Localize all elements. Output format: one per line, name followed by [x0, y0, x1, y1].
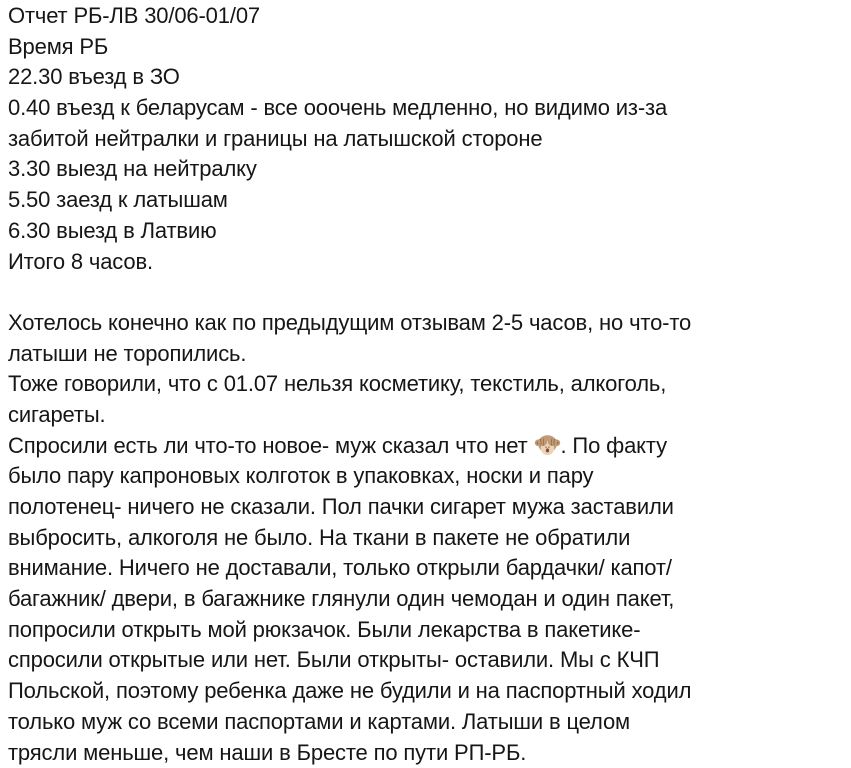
- text-line: полотенец- ничего не сказали. Пол пачки сигарет мужа заставили: [8, 494, 674, 519]
- text-line: Итого 8 часов.: [8, 248, 153, 274]
- text-line: внимание. Ничего не доставали, только открыли бардачки/ капот/: [8, 555, 672, 581]
- text-line: Хотелось конечно как по предыдущим отзывам 2-5 часов, но что-то: [8, 309, 692, 335]
- text-line: 0.40 въезд к беларусам - все ооочень медленно, но видимо из-за: [8, 95, 668, 121]
- text-line: Тоже говорили, что с 01.07 нельзя косметику, текстиль, алкоголь,: [8, 371, 667, 397]
- text-line: латыши не торопились.: [8, 340, 247, 366]
- text-line: забитой нейтралки и границы на латышской стороне: [8, 125, 543, 151]
- see-no-evil-monkey-emoji: [534, 432, 561, 458]
- text-line: было пару капроновых колготок в упаковках, носки и пару: [8, 463, 594, 489]
- text-line: выбросить, алкоголя не было. На ткани в пакете не обратили: [8, 524, 631, 550]
- text-line: 5.50 заезд к латышам: [8, 187, 228, 213]
- text-line: 22.30 въезд в ЗО: [8, 64, 180, 90]
- text-line: только муж со всеми паспортами и картами. Латыши в целом: [8, 708, 631, 734]
- text-line: багажник/ двери, в багажнике глянули один чемодан и один пакет,: [8, 586, 675, 612]
- blank-line: [8, 277, 847, 308]
- text-line: 6.30 выезд в Латвию: [8, 217, 217, 243]
- text-line: Время РБ: [8, 33, 109, 59]
- text-segment: Спросили есть ли что-то новое- муж сказал что нет: [8, 432, 534, 458]
- report-title: Отчет РБ-ЛВ 30/06-01/07: [8, 3, 260, 28]
- text-line: сигареты.: [8, 401, 106, 427]
- text-line: 3.30 выезд на нейтралку: [8, 156, 257, 182]
- text-segment: . По факту: [560, 432, 667, 458]
- text-line: спросили открытые или нет. Были открыты- оставили. Мы с КЧП: [8, 647, 660, 673]
- text-line: попросили открыть мой рюкзачок. Были лекарства в пакетике-: [8, 616, 641, 642]
- text-line: трясли меньше, чем наши в Бресте по пути РП-РБ.: [8, 739, 527, 765]
- text-line-with-emoji: [8, 431, 847, 462]
- text-line: Польской, поэтому ребенка даже не будили и на паспортный ходил: [8, 678, 692, 704]
